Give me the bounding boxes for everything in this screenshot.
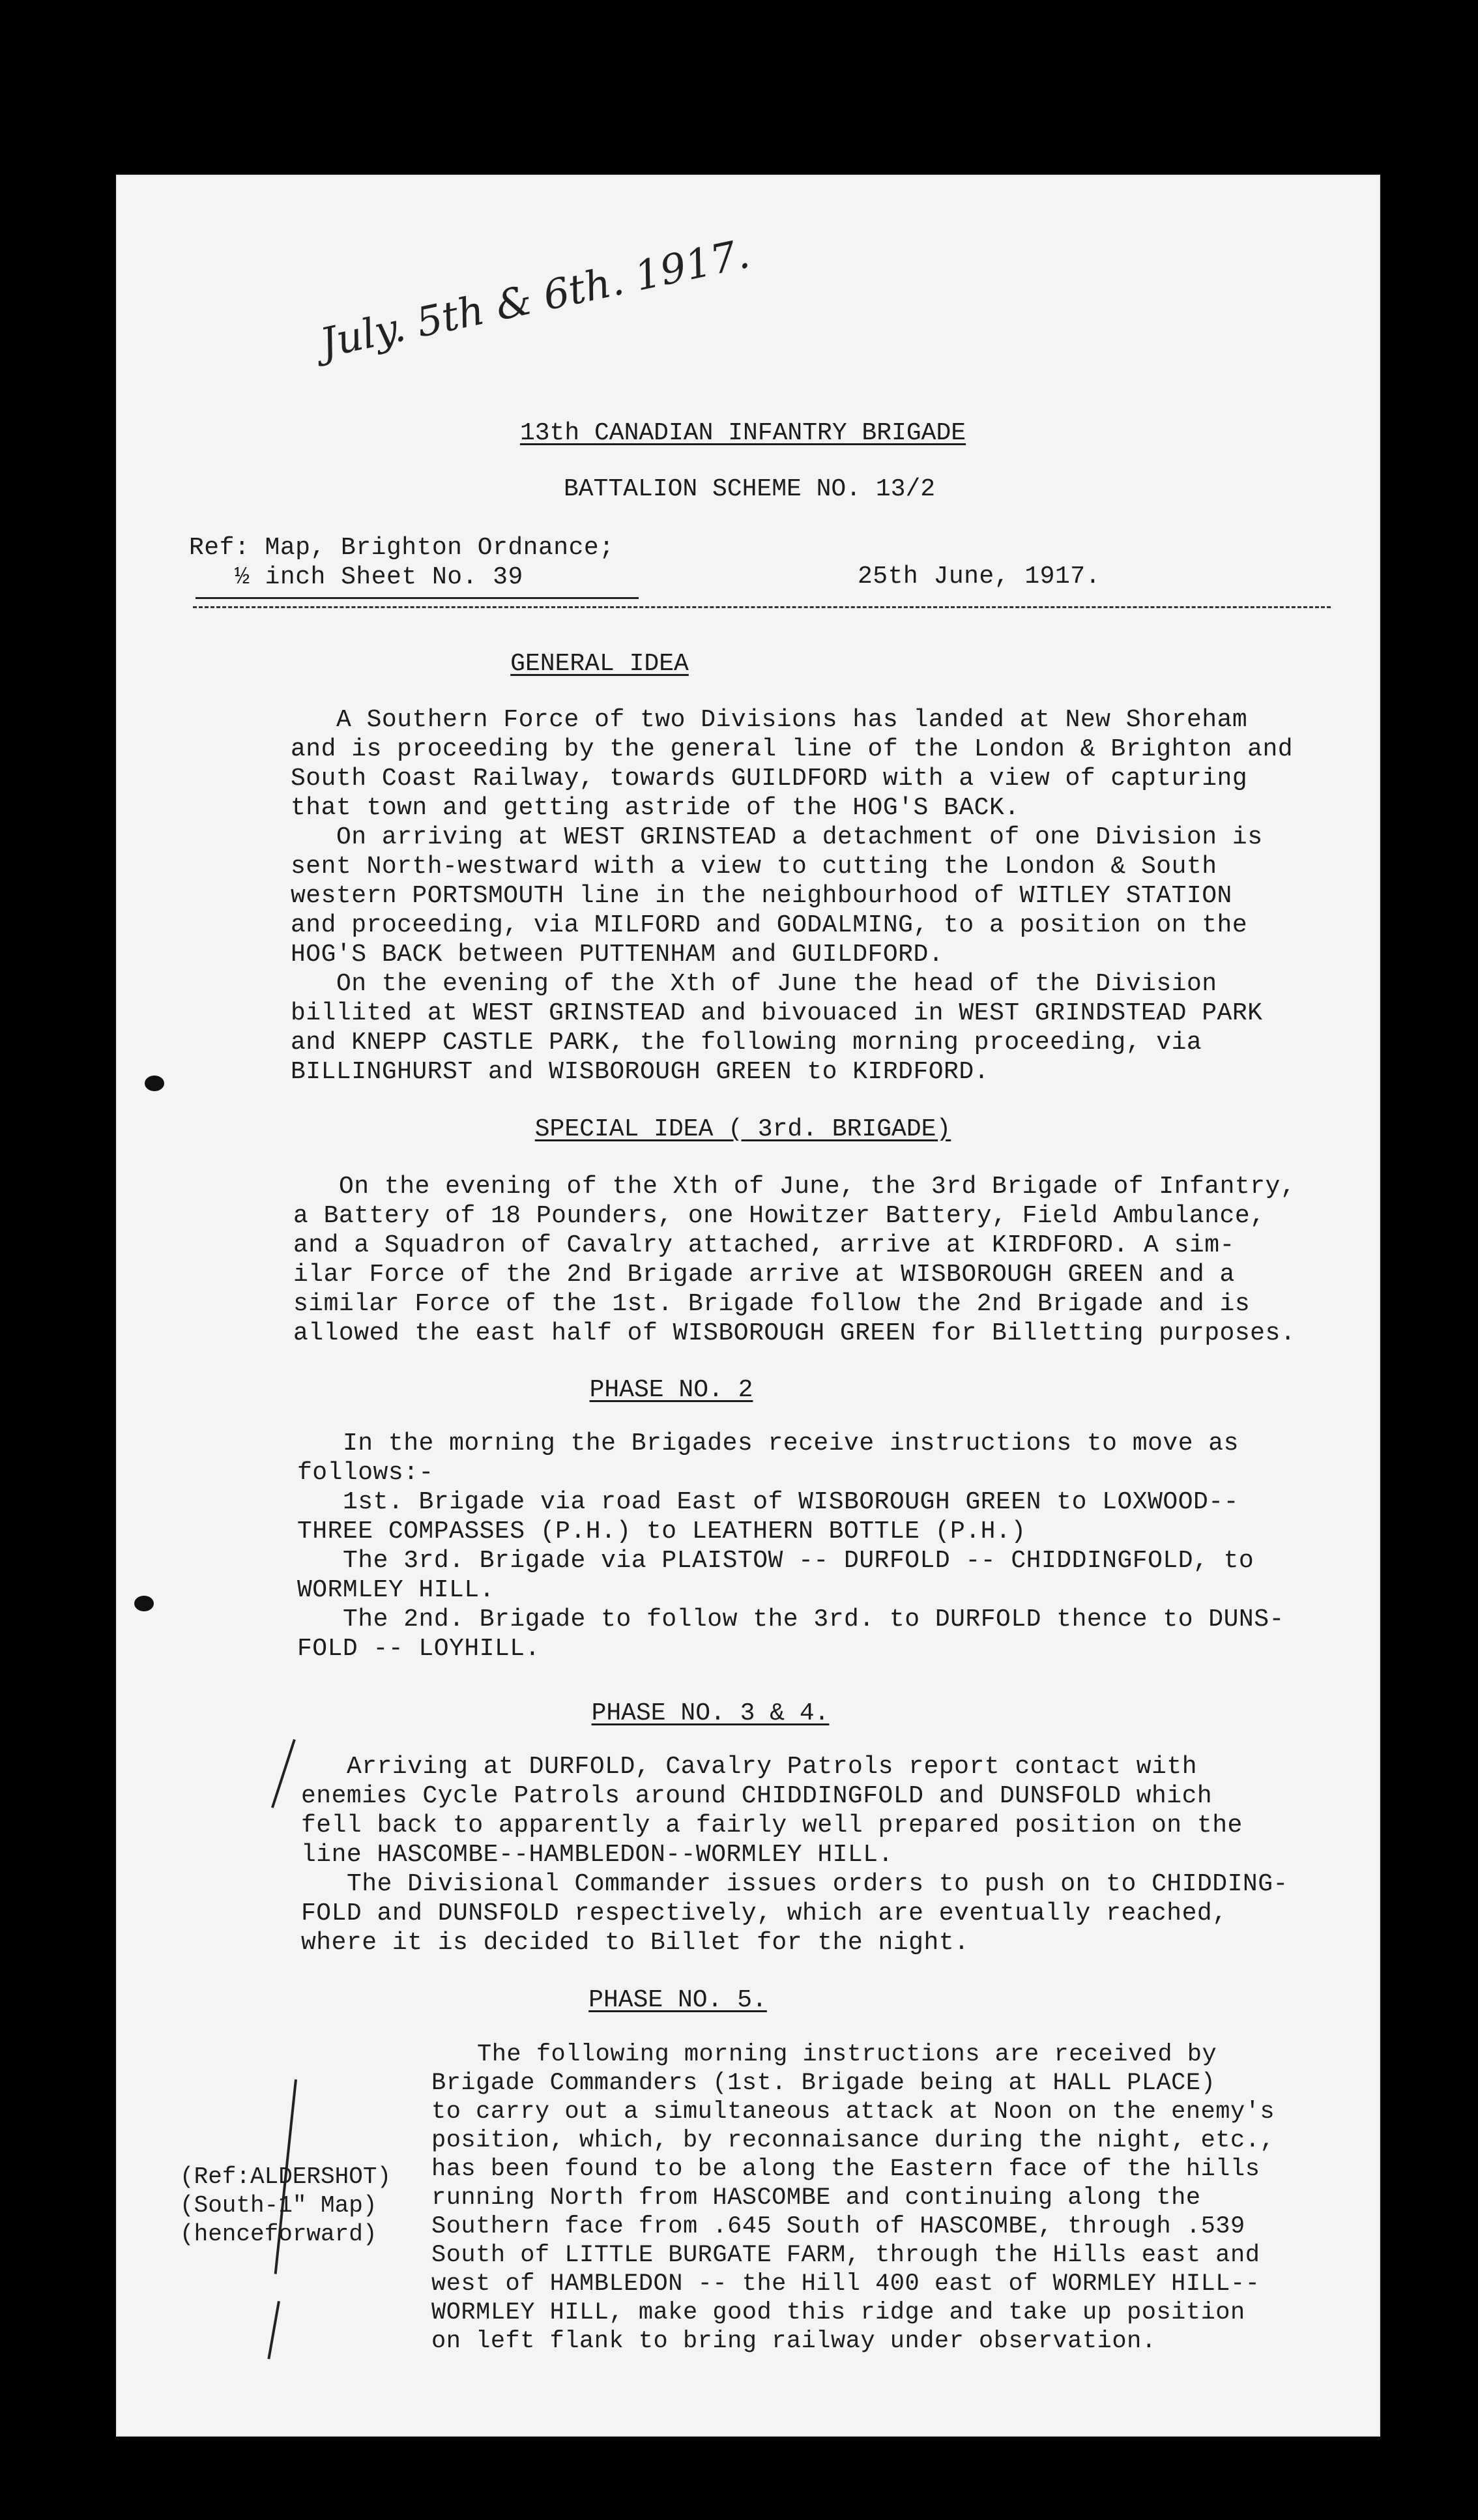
map-reference [189, 533, 615, 592]
general-idea-line: A Southern Force of two Divisions has landed at New Shoreham [336, 706, 1248, 734]
phase-2-line: The 3rd. Brigade via PLAISTOW -- DURFOLD -- CHIDDINGFOLD, to [343, 1547, 1254, 1575]
phase-5-heading: PHASE NO. 5. [588, 1986, 767, 2014]
phase-5-line: Southern face from .645 South of HASCOMBE, through .539 [431, 2213, 1245, 2240]
handwritten-date: July. 5th & 6th. 1917. [315, 229, 754, 367]
map-reference-line2: ½ inch Sheet No. 39 [235, 563, 523, 591]
general-idea-line: sent North-westward with a view to cutting the London & South [291, 853, 1217, 881]
brigade-title: 13th CANADIAN INFANTRY BRIGADE [519, 419, 966, 447]
special-idea-line: On the evening of the Xth of June, the 3rd Brigade of Infantry, [339, 1173, 1296, 1201]
special-idea-line: similar Force of the 1st. Brigade follow the 2nd Brigade and is [293, 1290, 1251, 1318]
ref-underline [196, 597, 639, 599]
document-date: 25th June, 1917. [858, 563, 1101, 591]
phase-2-text [297, 1429, 1284, 1663]
phase-3-4-line: line HASCOMBE--HAMBLEDON--WORMLEY HILL. [301, 1841, 893, 1869]
phase-3-4-line: fell back to apparently a fairly well prepared position on the [301, 1811, 1243, 1839]
general-idea-line: and KNEPP CASTLE PARK, the following morning proceeding, via [291, 1029, 1202, 1057]
phase-5-line: running North from HASCOMBE and continuing along the [431, 2184, 1201, 2212]
special-idea-text [293, 1172, 1296, 1348]
phase-5-line: WORMLEY HILL, make good this ridge and take up position [431, 2299, 1245, 2326]
phase-2-line: FOLD -- LOYHILL. [297, 1635, 540, 1663]
phase-5-line: Brigade Commanders (1st. Brigade being at HALL PLACE) [431, 2070, 1216, 2097]
phase-3-4-heading: PHASE NO. 3 & 4. [591, 1699, 830, 1727]
phase-5-line: on left flank to bring railway under observation. [431, 2328, 1157, 2355]
general-idea-line: that town and getting astride of the HOG'S BACK. [291, 794, 1020, 822]
punch-hole-top [145, 1076, 164, 1091]
phase-3-4-line: Arriving at DURFOLD, Cavalry Patrols report contact with [347, 1753, 1198, 1781]
phase-3-4-line: where it is decided to Billet for the night. [301, 1929, 970, 1957]
general-idea-line: On the evening of the Xth of June the head of the Division [336, 970, 1217, 998]
phase-5-text [431, 2040, 1275, 2356]
general-idea-line: BILLINGHURST and WISBOROUGH GREEN to KIRDFORD. [291, 1058, 989, 1086]
special-idea-line: ilar Force of the 2nd Brigade arrive at WISBOROUGH GREEN and a [293, 1261, 1235, 1289]
general-idea-heading: GENERAL IDEA [510, 650, 689, 678]
phase-3-4-text [301, 1752, 1288, 1957]
phase-5-line: position, which, by reconnaisance during the night, etc., [431, 2127, 1275, 2154]
phase-3-4-line: FOLD and DUNSFOLD respectively, which are eventually reached, [301, 1899, 1228, 1927]
general-idea-line: On arriving at WEST GRINSTEAD a detachment of one Division is [336, 823, 1263, 851]
phase-2-line: The 2nd. Brigade to follow the 3rd. to DURFOLD thence to DUNS- [343, 1605, 1284, 1634]
general-idea-text [291, 705, 1293, 1087]
special-idea-line: and a Squadron of Cavalry attached, arrive at KIRDFORD. A sim- [293, 1231, 1235, 1259]
special-idea-line: a Battery of 18 Pounders, one Howitzer Battery, Field Ambulance, [293, 1202, 1266, 1230]
phase-2-heading: PHASE NO. 2 [589, 1376, 753, 1404]
phase-5-line: The following morning instructions are received by [477, 2041, 1217, 2068]
general-idea-line: and proceeding, via MILFORD and GODALMING, to a position on the [291, 911, 1248, 939]
phase-3-4-line: The Divisional Commander issues orders to push on to CHIDDING- [347, 1870, 1288, 1898]
scheme-title: BATTALION SCHEME NO. 13/2 [563, 475, 936, 503]
phase-2-line: THREE COMPASSES (P.H.) to LEATHERN BOTTLE (P.H.) [297, 1517, 1026, 1546]
header-separator [193, 606, 1331, 608]
special-idea-heading: SPECIAL IDEA ( 3rd. BRIGADE) [534, 1115, 951, 1143]
phase-2-line: follows:- [297, 1459, 434, 1487]
phase-3-4-line: enemies Cycle Patrols around CHIDDINGFOLD and DUNSFOLD which [301, 1782, 1213, 1810]
special-idea-line: allowed the east half of WISBOROUGH GREEN for Billetting purposes. [293, 1319, 1296, 1347]
general-idea-line: billited at WEST GRINSTEAD and bivouaced in WEST GRINDSTEAD PARK [291, 999, 1263, 1027]
phase-2-line: In the morning the Brigades receive instructions to move as [343, 1429, 1239, 1458]
general-idea-line: HOG'S BACK between PUTTENHAM and GUILDFORD. [291, 941, 944, 969]
phase-5-line: west of HAMBLEDON -- the Hill 400 east of WORMLEY HILL-- [431, 2270, 1260, 2298]
phase-2-line: 1st. Brigade via road East of WISBOROUGH GREEN to LOXWOOD-- [343, 1488, 1239, 1516]
general-idea-line: South Coast Railway, towards GUILDFORD with a view of capturing [291, 765, 1248, 793]
general-idea-line: western PORTSMOUTH line in the neighbourhood of WITLEY STATION [291, 882, 1232, 910]
phase-5-line: South of LITTLE BURGATE FARM, through the Hills east and [431, 2242, 1260, 2269]
map-reference-line1: Ref: Map, Brighton Ordnance; [189, 534, 615, 562]
phase-5-line: has been found to be along the Eastern face of the hills [431, 2156, 1260, 2183]
punch-hole-bottom [134, 1596, 154, 1611]
aldershot-map-note: (Ref:ALDERSHOT) (South-1" Map) (henceforward) [180, 2163, 392, 2248]
phase-5-line: to carry out a simultaneous attack at Noon on the enemy's [431, 2098, 1275, 2126]
phase-2-line: WORMLEY HILL. [297, 1576, 495, 1604]
general-idea-line: and is proceeding by the general line of the London & Brighton and [291, 735, 1294, 763]
